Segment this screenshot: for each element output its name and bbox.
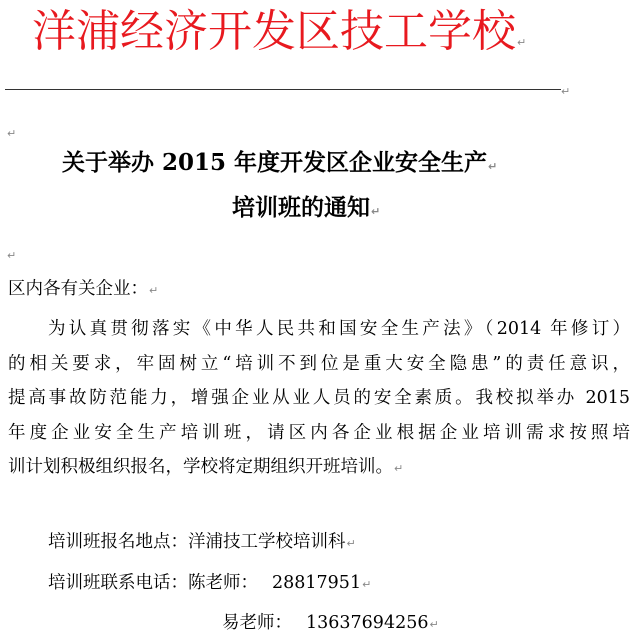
body-line: 为认真贯彻落实《中华人民共和国安全生产法》（2014 年修订） bbox=[48, 319, 630, 339]
school-name: 洋浦经济开发区技工学校 bbox=[32, 6, 516, 57]
letterhead-title bbox=[32, 4, 526, 71]
paragraph-mark-icon: ↵ bbox=[517, 36, 527, 49]
header-rule bbox=[5, 89, 561, 90]
empty-paragraph bbox=[6, 122, 16, 141]
notice-title-text: 培训班的通知 bbox=[232, 194, 370, 221]
paragraph-mark-icon: ↵ bbox=[488, 160, 498, 173]
paragraph-mark-icon: ↵ bbox=[149, 284, 159, 297]
paragraph-mark-icon: ↵ bbox=[561, 85, 571, 98]
location-row bbox=[48, 525, 356, 561]
body-line: 提高事故防范能力，增强企业从业人员的安全素质。我校拟举办 2015 bbox=[8, 388, 630, 408]
paragraph-mark-icon: ↵ bbox=[7, 249, 17, 262]
contact-name: 陈老师： bbox=[188, 573, 258, 593]
notice-title-text: 关于举办 2015 年度开发区企业安全生产 bbox=[62, 149, 488, 176]
body-line: 年度企业安全生产培训班，请区内各企业根据企业培训需求按照培 bbox=[8, 422, 630, 443]
location-label: 培训班报名地点： bbox=[48, 532, 188, 552]
contact-row bbox=[222, 606, 439, 642]
paragraph-mark-icon: ↵ bbox=[371, 205, 381, 218]
contact-row bbox=[48, 566, 371, 602]
notice-title-line-1 bbox=[62, 145, 497, 185]
body-line: 的相关要求，牢固树立“培训不到位是重大安全隐患”的责任意识， bbox=[8, 353, 630, 374]
paragraph-mark-icon: ↵ bbox=[362, 578, 372, 591]
salutation bbox=[8, 272, 158, 308]
paragraph-mark-icon: ↵ bbox=[346, 537, 356, 550]
notice-body-paragraph bbox=[8, 312, 630, 487]
contact-label: 培训班联系电话： bbox=[48, 573, 188, 593]
contact-name: 易老师： bbox=[222, 613, 292, 633]
empty-paragraph bbox=[6, 244, 16, 263]
body-line bbox=[8, 450, 630, 487]
body-line-text: 训计划积极组织报名，学校将定期组织开班培训。 bbox=[8, 457, 393, 477]
contact-phone: 13637694256 bbox=[306, 613, 429, 633]
paragraph-mark-icon: ↵ bbox=[394, 462, 404, 475]
paragraph-mark-icon: ↵ bbox=[7, 127, 17, 140]
notice-title-line-2 bbox=[232, 190, 380, 230]
salutation-text: 区内各有关企业： bbox=[8, 279, 148, 299]
location-value: 洋浦技工学校培训科 bbox=[188, 532, 346, 552]
paragraph-mark-icon: ↵ bbox=[429, 618, 439, 631]
contact-phone: 28817951 bbox=[272, 573, 362, 593]
